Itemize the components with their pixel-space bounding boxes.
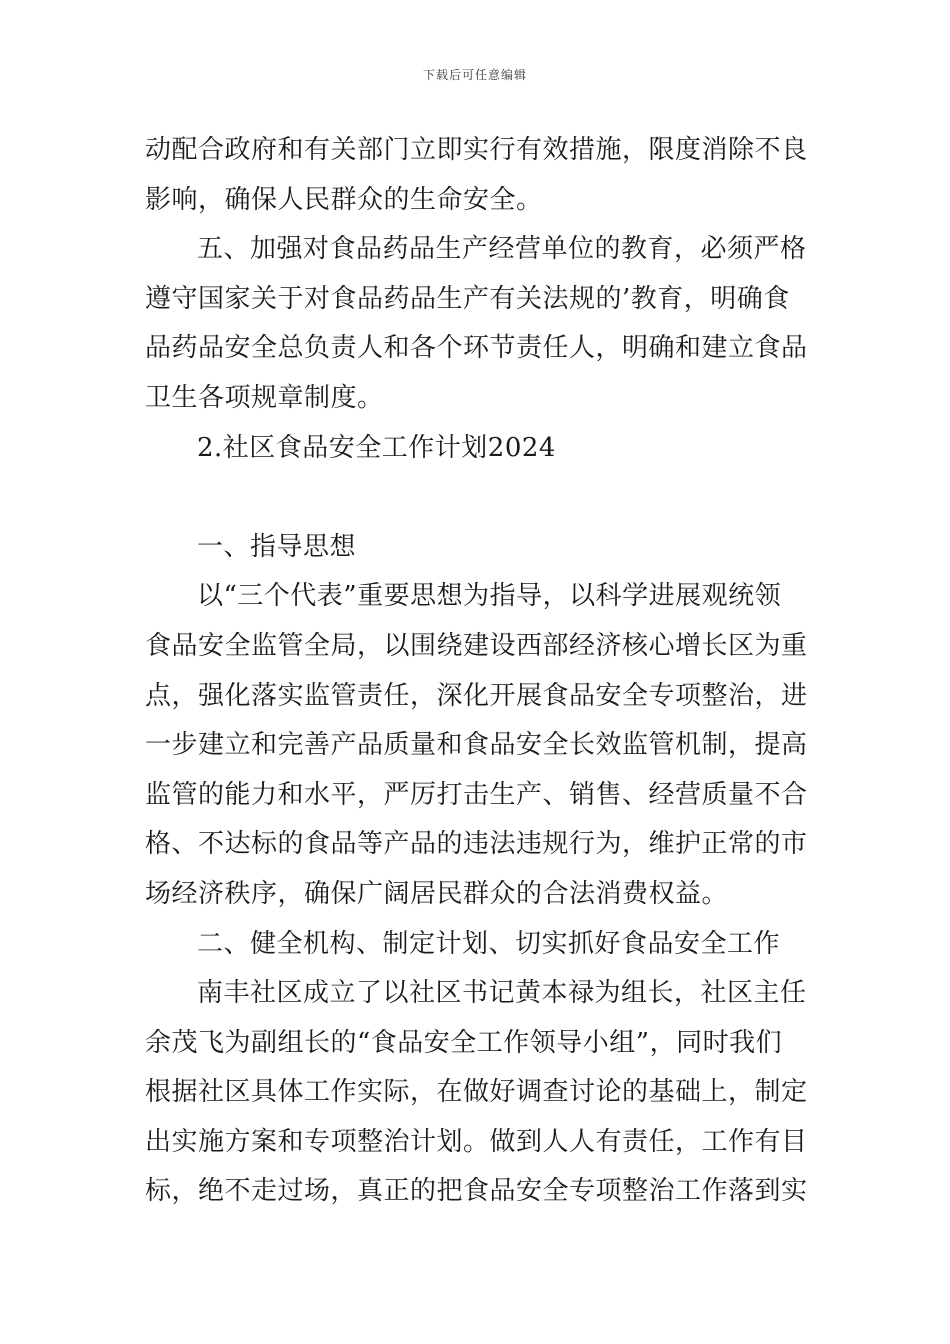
text-line: 根据社区具体工作实际，在做好调查讨论的基础上，制定 xyxy=(145,1077,808,1108)
text-line: 标，绝不走过场，真正的把食品安全专项整治工作落到实 xyxy=(145,1176,808,1207)
text-line: 出实施方案和专项整治计划。做到人人有责任，工作有目 xyxy=(145,1126,808,1157)
text-line: 监管的能力和水平，严厉打击生产、销售、经营质量不合 xyxy=(145,779,808,810)
text-line: 余茂飞为副组长的“食品安全工作领导小组”，同时我们 xyxy=(145,1027,783,1058)
text-line: 食品安全监管全局，以围绕建设西部经济核心增长区为重 xyxy=(145,630,808,661)
text-line: 遵守国家关于对食品药品生产有关法规的’教育，明确食 xyxy=(145,283,790,314)
text-line: 格、不达标的食品等产品的违法违规行为，维护正常的市 xyxy=(145,829,808,860)
text-line: 动配合政府和有关部门立即实行有效措施，限度消除不良 xyxy=(145,135,808,165)
section-heading: 一、指导思想 xyxy=(197,531,357,562)
text-line: 卫生各项规章制度。 xyxy=(145,382,384,413)
section-title: 2.社区食品安全工作计划2024 xyxy=(197,432,556,463)
paragraph-start: 五、加强对食品药品生产经营单位的教育，必须严格 xyxy=(197,234,807,265)
section-heading: 二、健全机构、制定计划、切实抓好食品安全工作 xyxy=(197,928,781,959)
text-line: 点，强化落实监管责任，深化开展食品安全专项整治，进 xyxy=(145,680,808,711)
document-body xyxy=(145,126,810,1217)
blank-line xyxy=(145,473,810,523)
header-note: 下载后可任意编辑 xyxy=(422,68,527,82)
text-line: 影响，确保人民群众的生命安全。 xyxy=(145,184,543,215)
text-line: 场经济秩序，确保广阔居民群众的合法消费权益。 xyxy=(145,878,729,909)
paragraph-start: 南丰社区成立了以社区书记黄本禄为组长，社区主任 xyxy=(197,978,807,1009)
paragraph-start: 以“三个代表”重要思想为指导，以科学进展观统领 xyxy=(197,581,782,612)
text-line: 品药品安全总负责人和各个环节责任人，明确和建立食品 xyxy=(145,333,808,364)
text-line: 一步建立和完善产品质量和食品安全长效监管机制，提高 xyxy=(145,730,808,761)
